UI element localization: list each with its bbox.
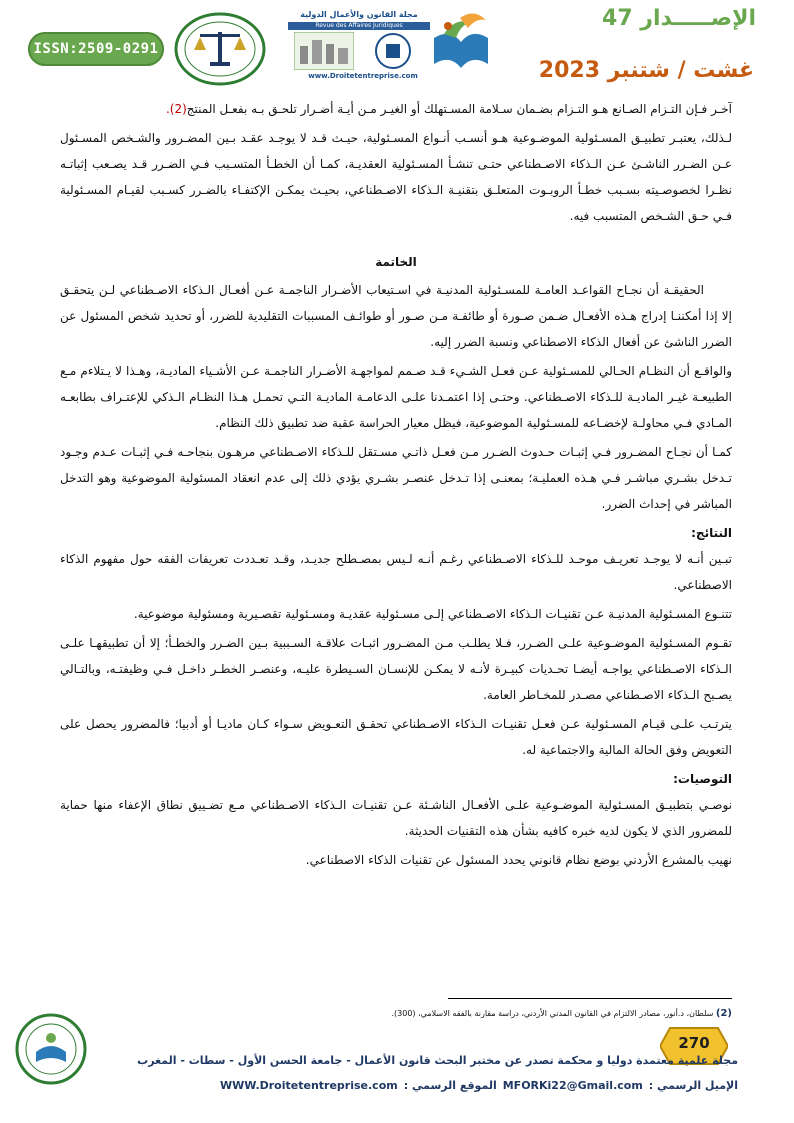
book-icon <box>430 8 492 74</box>
footer-logo <box>14 1012 88 1094</box>
email-link[interactable]: MFORKi22@Gmail.com <box>502 1079 643 1092</box>
journal-title: مجلة القانون والأعمال الدولية <box>300 10 418 19</box>
results-heading: النتائج: <box>691 526 732 540</box>
page-number: 270 <box>678 1034 710 1052</box>
seal-icon <box>362 32 424 70</box>
result-item: يترتـب علـى قيـام المسـئولية عـن فعـل تقنيـات الـذكاء الاصـطناعي تحقـق التعـويض سـواء كـان ماديـا أو أدبيا؛ فالمضرور يحصل على التعويض وفق الحالة المالية والاجتماعية له. <box>60 717 732 757</box>
result-item: تبـين أنـه لا يوجـد تعريـف موحـد للـذكاء الاصـطناعي رغـم أنـه لـيس بمصـطلح جديـد، وقـد تعـددت تعريفات الفقه حول مفهوم الذكاء الاصطناعي. <box>60 552 732 592</box>
journal-subtitle: Revue des Affaires Juridiques <box>288 22 430 30</box>
result-item: تقـوم المسـئولية الموضـوعية علـى الضـرر، فـلا يطلـب مـن المضـرور اثبـات علاقـة السـببية بـين الضـرر والخطـأ؛ إلا أن تطبيقهـا علـى الـذكاء الاصـطناعي يواجـه أيضـا تحـديات كبيـرة لأنـه لا يمكـن للإنسـان السـيطرة عليـه، وعنصـر الخطـر داخـل فـي وظيفتـه، وبالتـالي يصـبح الـذكاء الاصـطناعي مصـدر للمخـاطر العامة. <box>60 636 732 702</box>
article-body <box>60 96 732 876</box>
footnote <box>62 1008 732 1019</box>
issn-badge: ISSN:2509-0291 <box>28 32 164 66</box>
recommendation-item: نهيب بالمشرع الأردني بوضع نظام قانوني يحدد المسئول عن تقنيات الذكاء الاصطناعي. <box>305 853 732 867</box>
paragraph-1 <box>60 96 732 122</box>
journal-url: www.Droitetentreprise.com <box>308 72 418 80</box>
site-link[interactable]: WWW.Droitetentreprise.com <box>219 1079 398 1092</box>
building-icon <box>294 32 354 70</box>
paragraph-4: والواقـع أن النظـام الحـالي للمسـئولية عـن فعـل الشـيء قـد صـمم لمواجهـة الأضـرار الناجمـة عـن الأشـياء الماديـة، وهـذا لا يـتلاءم مـع الطبيعـة غيـر الماديـة للـذكاء الاصـطناعي. وحتـى إذا اعتمـدنا علـى الدعامـة الماديـة التـي تحمـل هـذا النظـام الـذكي للإعتـراف بطابعـه المـادي فـي محاولـة لإخضـاعه للمسـئولية الموضوعية، فيظل معيار الحراسة عقبة ضد تطبيق ذلك النظام. <box>60 364 732 430</box>
result-item: تتنـوع المسـئولية المدنيـة عـن تقنيـات الـذكاء الاصـطناعي إلـى مسـئولية عقديـة ومسـئولية تقصـيرية ومسئولية موضوعية. <box>133 607 732 621</box>
page-header <box>0 0 794 95</box>
footnote-reference[interactable]: (2). <box>165 102 187 116</box>
footer-contact <box>220 1079 738 1092</box>
lab-logo <box>174 12 266 86</box>
footnote-mark: (2) <box>715 1008 732 1019</box>
footnote-text: سلطان، د.أنور، مصادر الالتزام في القانون المدني الأردني، دراسة مقارنة بالفقه الاسلامي، (300). <box>391 1009 714 1018</box>
paragraph-text: آخـر فـإن التـزام الصـانع هـو التـزام بضـمان سـلامة المسـتهلك أو الغيـر مـن أيـة أضـرار تلحـق بـه بفعـل المنتج <box>186 102 732 116</box>
conclusion-heading: الخاتمة <box>375 255 417 269</box>
paragraph-2: لـذلك، يعتبـر تطبيـق المسـئولية الموضـوعية هـو أنسـب أنـواع المسـئولية، حيـث قـد لا يوجـد عقـد بـين المضـرور والشـخص المسـئول عـن الضـرر الناشـئ عـن الـذكاء الاصـطناعي حتـى تنشـأ المسـئولية العقديـة، كمـا أن الخطـأ المتسـبب فـي الضـرر قـد يصـعب إثباتـه نظـرا لخصوصـيته بسـبب خطـأ الروبـوت المتعلـق بتقنيـة الـذكاء الاصـطناعي، بحيـث يمكـن الإكتفـاء بالضـرر كسـبب لقيـام المسـئولية فـي حـق الشـخص المتسبب فيه. <box>60 131 732 223</box>
paragraph-3: الحقيقـة أن نجـاح القواعـد العامـة للمسـئولية المدنيـة في اسـتيعاب الأضـرار الناجمـة عـن أفعـال الـذكاء الاصـطناعي لـن يتحقـق إلا إذا أمكننـا إدراج هـذه الأفعـال ضـمن صـورة أو طائفـة مـن صـور أو طوائـف المسببات التقليدية للضرر، أو تحديد شخص المسئول عن الضرر الناشئ عن أفعال الذكاء الاصطناعي ونسبة الضرر إليه. <box>60 283 732 349</box>
email-label: الإميل الرسمي : <box>648 1079 738 1092</box>
paragraph-5: كمـا أن نجـاح المضـرور فـي إثبـات حـدوث الضـرر مـن فعـل ذاتـي مسـتقل للـذكاء الاصـطناعي مرهـون بنجاحـه فـي إثبـات عـدم وجـود تـدخل بشـري مباشـر فـي هـذه العمليـة؛ بمعنـى إذا تـدخل عنصـر بشـري يؤدي ذلك إلى عدم انعقاد المسئولية الموضوعية وهو التدخل المباشر في إحداث الضرر. <box>60 445 732 511</box>
recommendations-heading: التوصيات: <box>673 772 732 786</box>
issue-number: الإصـــــدار 47 <box>602 6 756 31</box>
issue-date: غشت / شتنبر 2023 <box>538 58 754 83</box>
footer-description: مجلة علمية معتمدة دوليا و محكمة تصدر عن مختبر البحث قانون الأعمال - جامعة الحسن الأول - سطات - المغرب <box>137 1054 738 1067</box>
journal-logo <box>284 6 494 86</box>
footnote-divider <box>448 998 732 999</box>
site-label: الموقع الرسمي : <box>403 1079 497 1092</box>
recommendation-item: نوصـي بتطبيـق المسـئولية الموضـوعية علـى الأفعـال الناشـئة عـن تقنيـات الـذكاء الاصـطناعي مـع تضـييق نطاق الإعفاء منها حماية للمضرور الذي لا يكون لديه خبره كافيه بشأن هذه التقنيات الحديثة. <box>60 798 732 838</box>
